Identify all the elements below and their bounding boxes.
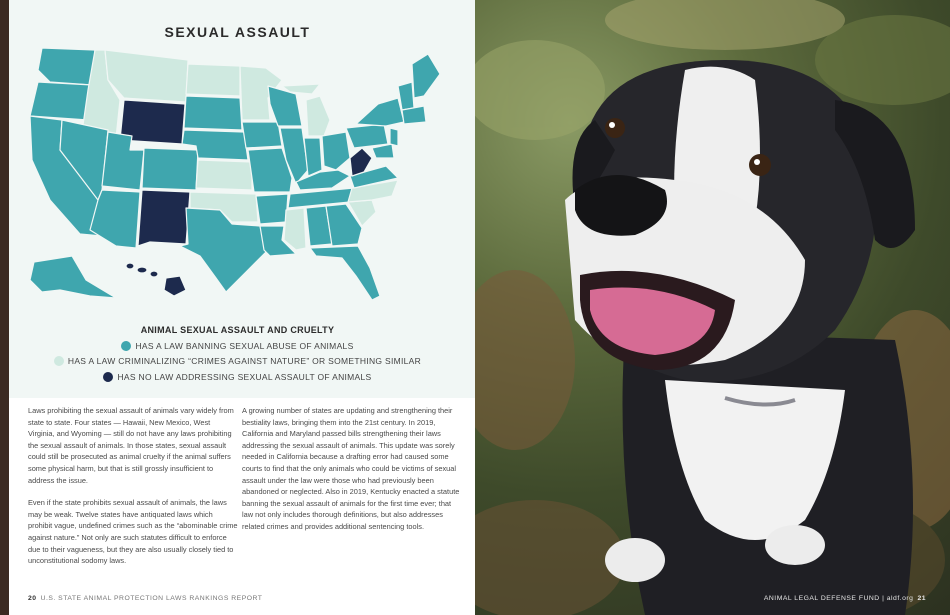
navy-dot-icon [103, 372, 113, 382]
state-north-dakota [186, 64, 240, 96]
state-hawaii-1 [126, 263, 134, 269]
us-state-map [20, 40, 460, 310]
state-maryland [372, 144, 394, 158]
dog-photo-page [475, 0, 950, 615]
footer-right: ANIMAL LEGAL DEFENSE FUND | aldf.org 21 [763, 595, 926, 602]
state-iowa [242, 122, 282, 148]
body-column-right [242, 405, 460, 544]
footer-left: 20 U.S. STATE ANIMAL PROTECTION LAWS RANKINGS REPORT [28, 595, 263, 602]
paragraph: Laws prohibiting the sexual assault of animals vary widely from state to state. Four states — Hawaii, New Mexico, West Virginia, and Wyoming — still do not have any laws prohibiting the sexual assault of animals. In those states, sexual assault could still be prosecuted as animal cruelty if the animal suffers some physical harm, but that is still grossly insufficient to address the issue. [28, 406, 234, 485]
state-arkansas [256, 194, 288, 224]
state-kansas [196, 160, 252, 190]
teal-dot-icon [121, 341, 131, 351]
state-alaska [30, 256, 116, 298]
dog-photo [475, 0, 950, 615]
state-ohio [322, 132, 350, 170]
paragraph: Even if the state prohibits sexual assault of animals, the laws may be weak. Twelve states have antiquated laws which prohibit vague, undefined crimes such as the “abominable crime against nature.” Not only are such statutes difficult to enforce due to their vagueness, but they are also usually closely tied to unconstitutional sodomy laws. [28, 498, 238, 566]
page-number-right: 21 [917, 595, 926, 602]
state-hawaii-2 [137, 267, 147, 273]
state-new-mexico [138, 190, 190, 246]
state-hawaii-big [164, 276, 186, 296]
state-pennsylvania [346, 124, 388, 148]
state-mississippi [284, 208, 306, 250]
page-title: SEXUAL ASSAULT [164, 24, 311, 40]
state-michigan [306, 96, 330, 136]
dog-eye-left [605, 118, 625, 138]
page-number-left: 20 [28, 595, 37, 602]
light-dot-icon [54, 356, 64, 366]
state-oregon [30, 82, 92, 120]
state-colorado [142, 148, 198, 190]
legend-item-no-law: HAS NO LAW ADDRESSING SEXUAL ASSAULT OF ANIMALS [0, 372, 475, 382]
legend-item-banning: HAS A LAW BANNING SEXUAL ABUSE OF ANIMALS [0, 341, 475, 351]
state-maine [412, 54, 440, 98]
state-montana [105, 50, 188, 102]
state-south-dakota [184, 96, 242, 130]
paragraph: A growing number of states are updating and strengthening their bestiality laws, bringing them into the 21st century. In 2019, California and Maryland passed bills strengthening their laws addressing the sexual assault of animals. This update was sorely needed in California because a drafting error had caused some courts to find that the only animals who could be victims of sexual assault under the law were those who had previously been abandoned or neglected. Also in 2019, Kentucky enacted a statute banning the sexual assault of animals for the first time ever; that law not only includes thorough definitions, but also addresses related crimes and provides additional sentencing tools. [242, 406, 460, 531]
state-washington [38, 48, 95, 85]
page-edge [0, 0, 9, 615]
legend-item-crimes-against-nature: HAS A LAW CRIMINALIZING “CRIMES AGAINST NATURE” OR SOMETHING SIMILAR [0, 356, 475, 366]
body-column-left [28, 405, 238, 578]
state-new-york [356, 98, 404, 126]
state-florida [310, 246, 380, 300]
state-new-jersey [390, 128, 398, 146]
state-hawaii-3 [150, 271, 158, 277]
dog-eye-right [749, 154, 771, 176]
legend-heading: ANIMAL SEXUAL ASSAULT AND CRUELTY [140, 325, 335, 335]
